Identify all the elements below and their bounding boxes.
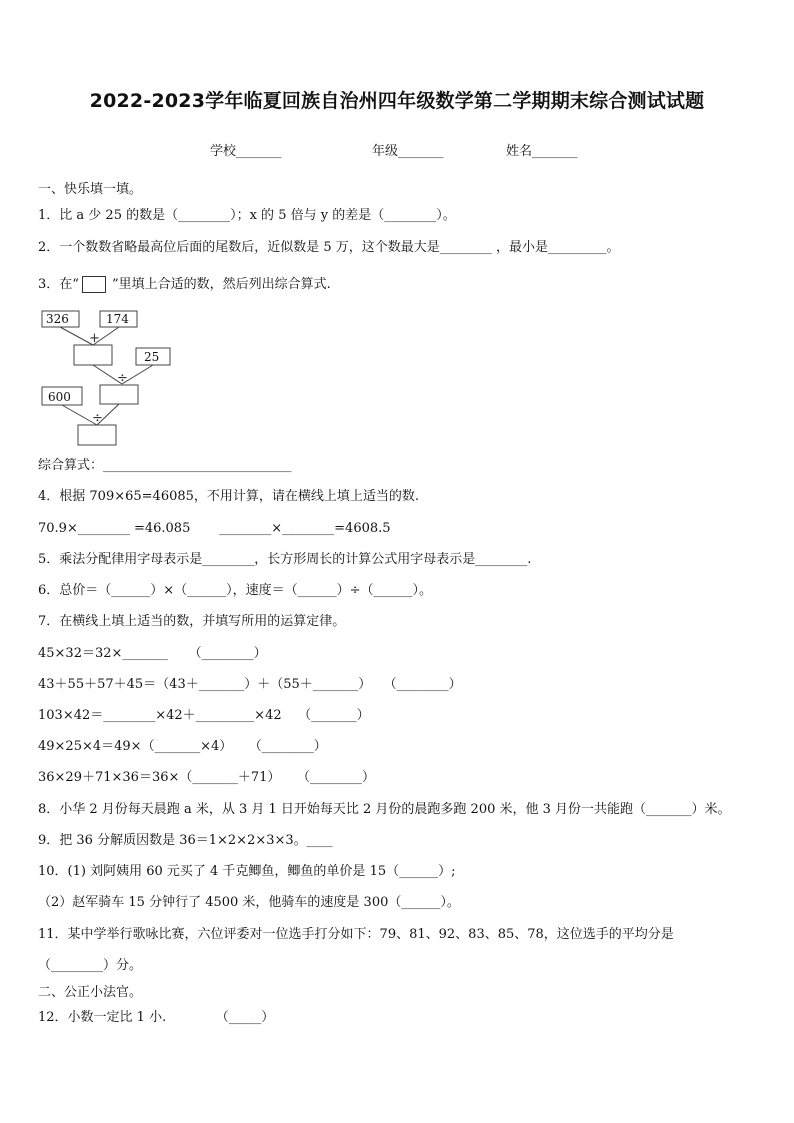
question-5: 5．乘法分配律用字母表示是________，长方形周长的计算公式用字母表示是________. [38, 552, 532, 567]
question-11: 11．某中学举行歌咏比赛，六位评委对一位选手打分如下：79、81、92、83、85、78，这位选手的平均分是 [38, 927, 674, 942]
box-sum [74, 345, 112, 365]
question-8: 8．小华 2 月份每天晨跑 a 米，从 3 月 1 日开始每天比 2 月份的晨跑多跑 200 米，他 3 月份一共能跑（_______）米。 [38, 802, 731, 817]
question-1: 1．比 a 少 25 的数是（________）；x 的 5 倍与 y 的差是（________）。 [38, 208, 456, 223]
box-quotient [100, 385, 138, 404]
question-7-item-1: 45×32＝32×_______ （________） [38, 646, 267, 661]
composite-formula-line: 综合算式：_____________________________ [38, 458, 292, 473]
label-25: 25 [144, 350, 160, 364]
question-7: 7．在横线上填上适当的数，并填写所用的运算定律。 [38, 614, 346, 629]
document-title: 2022-2023学年临夏回族自治州四年级数学第二学期期末综合测试试题 [89, 90, 705, 112]
divide-operator-2: ÷ [92, 411, 103, 426]
question-12: 12．小数一定比 1 小. （_____） [38, 1010, 275, 1025]
label-326: 326 [46, 312, 69, 326]
question-4: 4．根据 709×65=46085，不用计算，请在横线上填上适当的数. [38, 489, 420, 504]
divide-operator-1: ÷ [117, 371, 128, 386]
calculation-flow-diagram [36, 305, 186, 450]
question-10-part-2: （2）赵军骑车 15 分钟行了 4500 米，他骑车的速度是 300（______）。 [38, 895, 460, 910]
blank-box-sample [82, 276, 106, 293]
question-11-continued: （________）分。 [38, 958, 143, 973]
question-3: 3．在“ ”里填上合适的数，然后列出综合算式. [38, 277, 331, 292]
grade-field[interactable]: 年级_______ [372, 144, 444, 159]
section-heading-2: 二、公正小法官。 [38, 985, 143, 1000]
label-600: 600 [48, 390, 71, 404]
question-6: 6．总价＝（______）×（______），速度＝（______）÷（______）。 [38, 583, 433, 598]
label-174: 174 [106, 312, 129, 326]
plus-operator: + [89, 331, 100, 346]
question-9: 9．把 36 分解质因数是 36＝1×2×2×3×3。____ [38, 833, 333, 848]
name-field[interactable]: 姓名_______ [506, 144, 578, 159]
question-7-item-5: 36×29＋71×36＝36×（_______＋71） （________） [38, 770, 375, 785]
box-result [78, 425, 116, 445]
section-heading-1: 一、快乐填一填。 [38, 182, 143, 197]
school-field[interactable]: 学校_______ [210, 144, 282, 159]
question-4-blanks: 70.9×________ =46.085 ________×________=4608.5 [38, 521, 391, 536]
question-7-item-4: 49×25×4＝49×（_______×4） （________） [38, 739, 327, 754]
question-7-item-2: 43＋55＋57＋45＝（43＋_______）＋（55＋_______） （________） [38, 677, 462, 692]
question-10-part-1: 10．(1) 刘阿姨用 60 元买了 4 千克鲫鱼，鲫鱼的单价是 15（______）; [38, 864, 456, 879]
question-7-item-3: 103×42＝________×42＋_________×42 （_______） [38, 708, 370, 723]
question-2: 2．一个数数省略最高位后面的尾数后，近似数是 5 万，这个数最大是________ ，最小是_________。 [38, 240, 620, 255]
